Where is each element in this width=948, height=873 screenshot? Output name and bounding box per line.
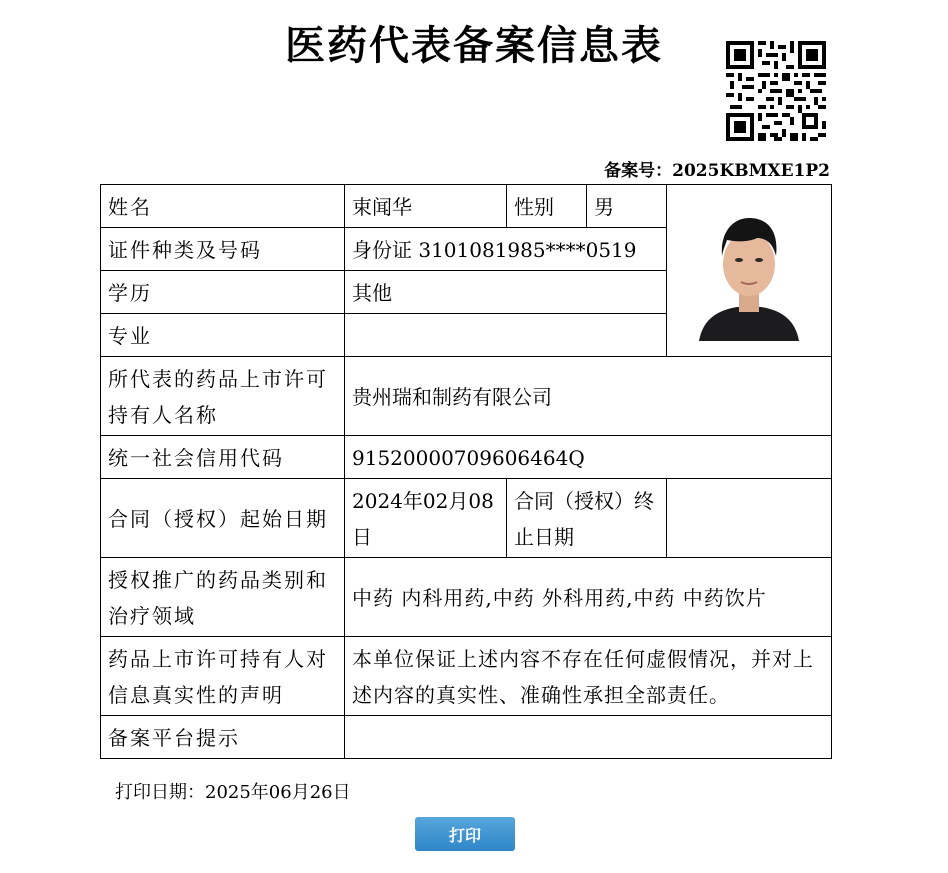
photo-cell <box>667 185 832 357</box>
table-row <box>101 357 832 436</box>
start-date-label: 合同（授权）起始日期 <box>101 479 345 558</box>
category-label: 授权推广的药品类别和治疗领域 <box>101 558 345 637</box>
platform-label: 备案平台提示 <box>101 716 345 759</box>
name-value: 束闻华 <box>345 185 507 228</box>
qr-code-icon <box>726 41 826 141</box>
table-row <box>101 436 832 479</box>
table-row <box>101 479 832 558</box>
table-row <box>101 185 832 228</box>
person-photo-icon <box>697 200 801 341</box>
education-label: 学历 <box>101 271 345 314</box>
gender-value: 男 <box>587 185 667 228</box>
major-label: 专业 <box>101 314 345 357</box>
avatar <box>697 200 801 341</box>
start-date-value: 2024年02月08日 <box>345 479 507 558</box>
end-date-value <box>667 479 832 558</box>
end-date-label: 合同（授权）终止日期 <box>507 479 667 558</box>
credit-label: 统一社会信用代码 <box>101 436 345 479</box>
statement-label: 药品上市许可持有人对信息真实性的声明 <box>101 637 345 716</box>
education-value: 其他 <box>345 271 667 314</box>
holder-label: 所代表的药品上市许可持有人名称 <box>101 357 345 436</box>
platform-value <box>345 716 832 759</box>
name-label: 姓名 <box>101 185 345 228</box>
statement-value: 本单位保证上述内容不存在任何虚假情况，并对上述内容的真实性、准确性承担全部责任。 <box>345 637 832 716</box>
record-number: 备案号：2025KBMXE1P2 <box>604 161 830 181</box>
major-value <box>345 314 667 357</box>
table-row <box>101 558 832 637</box>
table-row <box>101 716 832 759</box>
id-label: 证件种类及号码 <box>101 228 345 271</box>
print-date: 打印日期：2025年06月26日 <box>115 782 351 803</box>
holder-value: 贵州瑞和制药有限公司 <box>345 357 832 436</box>
page-title: 医药代表备案信息表 <box>285 22 663 69</box>
id-value: 身份证 3101081985****0519 <box>345 228 667 271</box>
print-button[interactable]: 打印 <box>415 817 515 851</box>
info-table <box>100 184 832 759</box>
table-row <box>101 637 832 716</box>
gender-label: 性别 <box>507 185 587 228</box>
credit-value: 91520000709606464Q <box>345 436 832 479</box>
category-value: 中药 内科用药,中药 外科用药,中药 中药饮片 <box>345 558 832 637</box>
